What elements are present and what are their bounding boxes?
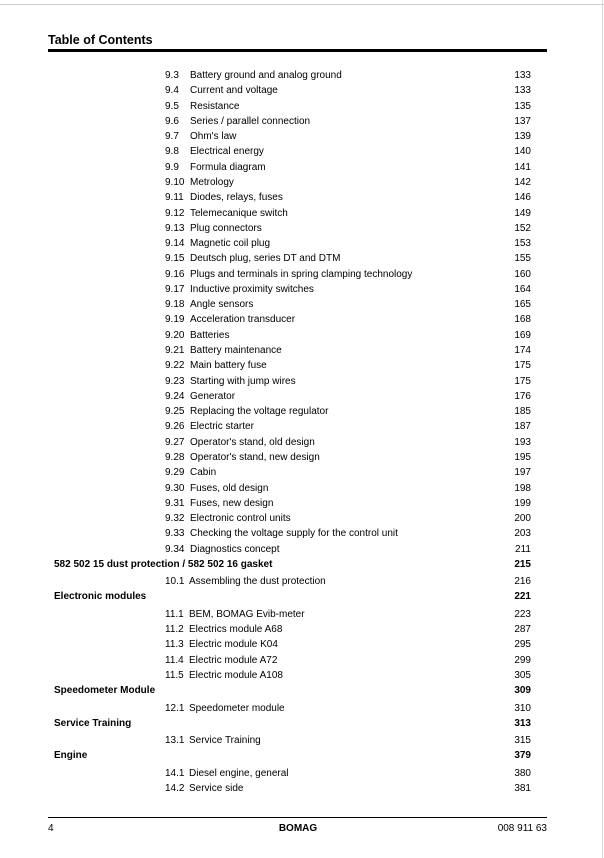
page-number: 140	[514, 146, 531, 157]
page-number: 175	[514, 360, 531, 371]
page-number: 153	[514, 238, 531, 249]
toc-row[interactable]	[0, 391, 604, 403]
section-title: Replacing the voltage regulator	[190, 406, 329, 417]
toc-row[interactable]	[0, 452, 604, 464]
section-title: Electric module A108	[189, 670, 283, 681]
section-number: 9.15	[165, 253, 185, 264]
toc-row[interactable]	[0, 360, 604, 372]
section-title: Resistance	[190, 101, 240, 112]
toc-row[interactable]	[0, 330, 604, 342]
section-title: Formula diagram	[190, 162, 266, 173]
page-number: 221	[514, 591, 531, 602]
toc-row[interactable]	[0, 768, 604, 780]
toc-row[interactable]	[0, 269, 604, 281]
page-number: 155	[514, 253, 531, 264]
section-number: 9.12	[165, 208, 185, 219]
page-number: 215	[514, 559, 531, 570]
section-title: Deutsch plug, series DT and DTM	[190, 253, 341, 264]
toc-row[interactable]	[0, 576, 604, 588]
page-number: 211	[515, 544, 531, 555]
page-number: 223	[514, 609, 531, 620]
page-number: 146	[514, 192, 531, 203]
section-number: 13.1	[165, 735, 185, 746]
section-number: 9.33	[165, 528, 185, 539]
page-number: 176	[514, 391, 531, 402]
section-title: Metrology	[190, 177, 234, 188]
toc-row[interactable]	[0, 655, 604, 667]
section-number: 9.11	[165, 192, 184, 203]
toc-row[interactable]	[0, 528, 604, 540]
toc-row[interactable]	[0, 192, 604, 204]
toc-row[interactable]	[0, 703, 604, 715]
page-number: 295	[514, 639, 531, 650]
section-number: 9.16	[165, 269, 185, 280]
toc-chapter-row[interactable]	[0, 559, 604, 571]
section-number: 9.5	[165, 101, 179, 112]
page-number: 169	[514, 330, 531, 341]
section-number: 9.8	[165, 146, 179, 157]
section-number: 9.13	[165, 223, 185, 234]
page-number: 133	[514, 70, 531, 81]
toc-row[interactable]	[0, 131, 604, 143]
toc-row[interactable]	[0, 609, 604, 621]
page-number: 137	[514, 116, 531, 127]
section-number: 9.9	[165, 162, 179, 173]
section-number: 9.27	[165, 437, 185, 448]
footer-brand: BOMAG	[278, 823, 318, 834]
section-title: Cabin	[190, 467, 217, 478]
section-number: 9.31	[165, 498, 185, 509]
toc-row[interactable]	[0, 85, 604, 97]
page-number: 195	[514, 452, 531, 463]
toc-row[interactable]	[0, 735, 604, 747]
section-title: Electric module K04	[189, 639, 278, 650]
section-title: Diesel engine, general	[189, 768, 289, 779]
toc-row[interactable]	[0, 223, 604, 235]
section-number: 9.32	[165, 513, 185, 524]
toc-row[interactable]	[0, 101, 604, 113]
section-number: 9.21	[165, 345, 185, 356]
page-number: 305	[514, 670, 531, 681]
header-divider	[48, 49, 547, 52]
footer-doc-number: 008 911 63	[497, 823, 547, 834]
section-title: Acceleration transducer	[190, 314, 296, 325]
toc-row[interactable]	[0, 314, 604, 326]
section-title: Magnetic coil plug	[190, 238, 271, 249]
section-title: Battery maintenance	[190, 345, 282, 356]
section-title: Diodes, relays, fuses	[190, 192, 283, 203]
toc-chapter-row[interactable]	[0, 750, 604, 762]
page-number: 313	[514, 718, 531, 729]
section-number: 14.2	[165, 783, 185, 794]
page-number: 164	[514, 284, 531, 295]
toc-chapter-row[interactable]	[0, 718, 604, 730]
section-number: 14.1	[165, 768, 185, 779]
chapter-title: Service Training	[54, 718, 132, 729]
section-number: 12.1	[165, 703, 185, 714]
page-number: 152	[514, 223, 531, 234]
toc-row[interactable]	[0, 299, 604, 311]
section-number: 10.1	[165, 576, 185, 587]
footer-page-number: 4	[48, 823, 54, 834]
section-title: Electronic control units	[190, 513, 291, 524]
page-number: 193	[514, 437, 531, 448]
page-number: 133	[514, 85, 531, 96]
page-number: 216	[514, 576, 531, 587]
section-number: 9.30	[165, 483, 185, 494]
toc-row[interactable]	[0, 208, 604, 220]
page-number: 381	[514, 783, 531, 794]
page-number: 165	[514, 299, 531, 310]
section-number: 9.34	[165, 544, 185, 555]
section-title: Speedometer module	[189, 703, 285, 714]
page-number: 299	[514, 655, 531, 666]
section-number: 11.1	[165, 609, 184, 620]
toc-row[interactable]	[0, 116, 604, 128]
section-number: 11.2	[165, 624, 184, 635]
toc-row[interactable]	[0, 177, 604, 189]
page-number: 379	[514, 750, 531, 761]
section-number: 9.6	[165, 116, 179, 127]
toc-row[interactable]	[0, 162, 604, 174]
toc-row[interactable]	[0, 670, 604, 682]
section-title: Ohm's law	[190, 131, 237, 142]
page-number: 197	[514, 467, 531, 478]
page-number: 175	[514, 376, 531, 387]
section-number: 11.4	[165, 655, 184, 666]
section-title: Inductive proximity switches	[190, 284, 314, 295]
section-title: Generator	[190, 391, 236, 402]
section-number: 9.22	[165, 360, 185, 371]
page-number: 203	[514, 528, 531, 539]
section-number: 9.17	[165, 284, 185, 295]
section-number: 9.7	[165, 131, 179, 142]
page-number: 168	[514, 314, 531, 325]
page-title: Table of Contents	[48, 33, 153, 47]
section-title: Battery ground and analog ground	[190, 70, 342, 81]
toc-row[interactable]	[0, 253, 604, 265]
section-title: Service side	[189, 783, 244, 794]
section-number: 9.20	[165, 330, 185, 341]
section-title: Diagnostics concept	[190, 544, 280, 555]
footer-divider	[48, 817, 547, 818]
toc-row[interactable]	[0, 345, 604, 357]
section-number: 11.3	[165, 639, 184, 650]
section-title: Batteries	[190, 330, 230, 341]
chapter-title: Electronic modules	[54, 591, 147, 602]
section-title: Plug connectors	[190, 223, 262, 234]
toc-chapter-row[interactable]	[0, 591, 604, 603]
section-title: Electric starter	[190, 421, 254, 432]
section-title: Series / parallel connection	[190, 116, 311, 127]
toc-row[interactable]	[0, 146, 604, 158]
toc-row[interactable]	[0, 238, 604, 250]
section-title: Checking the voltage supply for the control unit	[190, 528, 398, 539]
toc-row[interactable]	[0, 624, 604, 636]
page-number: 174	[514, 345, 531, 356]
section-number: 9.3	[165, 70, 179, 81]
section-title: Electrics module A68	[189, 624, 283, 635]
toc-chapter-row[interactable]	[0, 685, 604, 697]
section-number: 9.14	[165, 238, 185, 249]
section-number: 9.10	[165, 177, 185, 188]
section-title: Starting with jump wires	[190, 376, 296, 387]
section-title: Fuses, new design	[190, 498, 274, 509]
section-number: 9.24	[165, 391, 185, 402]
top-border	[0, 4, 604, 5]
section-number: 9.26	[165, 421, 185, 432]
page-number: 310	[514, 703, 531, 714]
page-number: 141	[514, 162, 531, 173]
toc-row[interactable]	[0, 513, 604, 525]
page-number: 160	[514, 269, 531, 280]
section-number: 9.18	[165, 299, 185, 310]
page-number: 142	[514, 177, 531, 188]
toc-row[interactable]	[0, 467, 604, 479]
section-number: 9.25	[165, 406, 185, 417]
page-number: 185	[514, 406, 531, 417]
section-title: Angle sensors	[190, 299, 254, 310]
toc-row[interactable]	[0, 376, 604, 388]
page-number: 198	[514, 483, 531, 494]
section-title: Main battery fuse	[190, 360, 267, 371]
page-number: 139	[514, 131, 531, 142]
section-number: 11.5	[165, 670, 184, 681]
page-number: 199	[514, 498, 531, 509]
page-number: 309	[514, 685, 531, 696]
toc-row[interactable]	[0, 483, 604, 495]
toc-row[interactable]	[0, 639, 604, 651]
section-title: Operator's stand, old design	[190, 437, 315, 448]
toc-row[interactable]	[0, 437, 604, 449]
toc-row[interactable]	[0, 544, 604, 556]
toc-row[interactable]	[0, 70, 604, 82]
section-title: Telemecanique switch	[190, 208, 288, 219]
section-number: 9.23	[165, 376, 185, 387]
section-title: Current and voltage	[190, 85, 278, 96]
page-number: 380	[514, 768, 531, 779]
toc-row[interactable]	[0, 783, 604, 795]
section-number: 9.28	[165, 452, 185, 463]
section-number: 9.19	[165, 314, 185, 325]
section-number: 9.29	[165, 467, 185, 478]
page-number: 315	[514, 735, 531, 746]
section-title: Electrical energy	[190, 146, 264, 157]
page-number: 149	[514, 208, 531, 219]
page-number: 287	[514, 624, 531, 635]
chapter-title: Speedometer Module	[54, 685, 156, 696]
toc-row[interactable]	[0, 498, 604, 510]
toc-row[interactable]	[0, 406, 604, 418]
section-title: Assembling the dust protection	[189, 576, 326, 587]
chapter-title: 582 502 15 dust protection / 582 502 16 gasket	[54, 559, 273, 570]
page-number: 200	[514, 513, 531, 524]
section-title: Electric module A72	[189, 655, 278, 666]
section-title: Fuses, old design	[190, 483, 269, 494]
toc-row[interactable]	[0, 421, 604, 433]
section-title: Operator's stand, new design	[190, 452, 320, 463]
toc-row[interactable]	[0, 284, 604, 296]
section-title: Service Training	[189, 735, 261, 746]
page-number: 135	[514, 101, 531, 112]
page-number: 187	[514, 421, 531, 432]
section-title: BEM, BOMAG Evib-meter	[189, 609, 305, 620]
section-title: Plugs and terminals in spring clamping technology	[190, 269, 413, 280]
chapter-title: Engine	[54, 750, 88, 761]
section-number: 9.4	[165, 85, 179, 96]
